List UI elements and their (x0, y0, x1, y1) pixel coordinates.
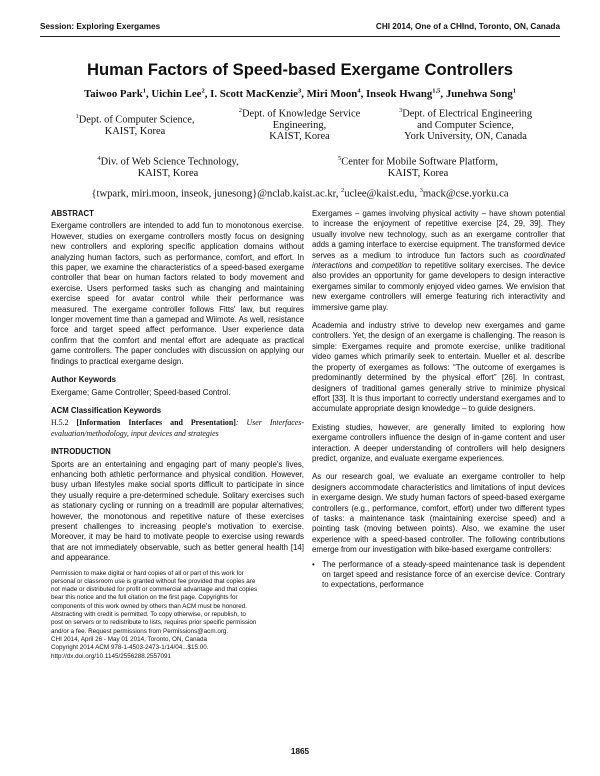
paragraph-research-goal: As our research goal, we evaluate an exergame controller to help designers accommodate characteristics and limitations of input devices in exergame design. We study human factors of speed-based exergame controllers (e.g., performance, comfort, effort) under two different types of tasks: a maintenance task (maintaining exercise speed) and a pointing task (moving between points). Also, we examine the user experience with a speed-based controller. The following contributions emerge from our investigation with bike-based exergame controllers: (312, 472, 565, 555)
affiliation-4: $^4$Div. of Web Science Technology, KAIST, Korea (97, 155, 239, 179)
author: Taiwoo Park$^1$, (84, 87, 152, 100)
introduction-heading: INTRODUCTION (51, 447, 111, 457)
author: Inseok Hwang$^{1,5}$, (365, 87, 446, 100)
author-emails: {twpark, miri.moon, inseok, junesong}@nclab.kaist.ac.kr, $^2$uclee@kaist.edu, $^3$mack@cse.yorku.ca (91, 187, 509, 200)
running-header-conference: CHI 2014, One of a CHInd, Toronto, ON, Canada (375, 22, 560, 31)
abstract-text: Exergame controllers are intended to add fun to monotonous exercise. However, studies on exergame controllers mostly focus on designing new controllers and exploring specific application domains without analyzing human factors, such as performance, comfort, and effort. In this paper, we examine the characteristics of a speed-based exergame controller that bear on human factors related to body movement and exercise. Users performed tasks such as changing and maintaining exercise speed for avatar control while their performance was measured. The exergame controller follows Fitts' law, but requires longer movement time than a gamepad and Wiimote. As well, resistance force and target speed affect performance. User experience data confirm that the comfort and mental effort are adequate as practical game controllers. The paper concludes with discussion on applying our findings to practical exergame design. (51, 221, 304, 366)
paper-title: Human Factors of Speed-based Exergame Controllers (86, 60, 514, 79)
header-rule (40, 36, 560, 37)
paragraph-academia: Academia and industry strive to develop new exergames and game controllers. Yet, the design of an exergame is challenging. The reason is simple: Exergames require and promote exercise, unlike traditional video games which primarily seek to entertain. Mueller et al. describe the property of exergames as follows: “The outcome of exergames is predominantly determined by the physical effort” [26]. In contrast, designers of traditional games generally strive to minimize physical effort [33]. It is thus important to correctly understand exergames and to accumulate appropriate design knowledge – to guide designers. (312, 321, 565, 414)
paragraph-existing-studies: Existing studies, however, are generally limited to exploring how exergame controllers influence the design of in-game content and user interaction. A deeper understanding of controllers will help designers predict, organize, and evaluate exergame experiences. (312, 422, 565, 463)
left-column (51, 209, 304, 661)
author: Miri Moon$^4$, (306, 87, 366, 100)
affiliation-1: $^1$Dept. of Computer Science, KAIST, Korea (75, 113, 195, 137)
page-number: 1865 (290, 747, 310, 756)
acm-classification: H.5.2 [Information Interfaces and Presentation]: User Interfaces-evaluation/methodology, input devices and strategies (51, 418, 304, 438)
abstract-heading: ABSTRACT (51, 209, 94, 218)
keywords-heading: Author Keywords (51, 375, 116, 385)
contribution-bullet (312, 560, 565, 591)
affiliation-5: $^5$Center for Mobile Software Platform, KAIST, Korea (338, 155, 498, 179)
keywords-text: Exergame; Game Controller; Speed-based Control. (51, 387, 231, 397)
author: I. Scott MacKenzie$^3$, (210, 87, 307, 100)
affiliation-2: $^2$Dept. of Knowledge Service Engineering, KAIST, Korea (238, 107, 361, 143)
bullet-marker: • (312, 559, 315, 569)
right-column (312, 209, 565, 591)
permission-notice: Permission to make digital or hard copies of all or part of this work for personal or classroom use is granted without fee provided that copies are not made or distributed for profit or commercial advantage and that copies bear this notice and the full citation on the first page. Copyrights for components of this work owned by others than ACM must be honored. Abstracting with credit is permitted. To copy otherwise, or republish, to post on servers or to redistribute to lists, requires prior specific permission and/or a fee. Request permissions from Permissions@acm.org. CHI 2014, April 26 - May 01 2014, Toronto, ON, Canada Copyright 2014 ACM 978-1-4503-2473-1/14/04...$15.00. http://dx.doi.org/10.1145/2556288.2557091 (51, 569, 258, 660)
bullet-text: The performance of a steady-speed maintenance task is dependent on target speed and resistance force of an exercise device. Contrary to expectations, performance (322, 559, 565, 590)
author-list (0, 87, 600, 100)
author: Junehwa Song$^1$ (445, 87, 516, 100)
affiliation-3: $^3$Dept. of Electrical Engineering and Computer Science, York University, ON, Canada (398, 107, 533, 143)
introduction-text: Sports are an entertaining and engaging part of many people's lives, enhancing both athletic performance and physical condition. However, busy urban lifestyles make social sports difficult to participate in since they usually require a pre-determined schedule. Solitary exercises such as stationary cycling or running on a treadmill are popular alternatives; however, the monotonous and repetitive nature of these exercises present challenges to increasing people's motivation to exercise. Moreover, it may be hard to motivate people to exercise using rewards that are not immediately observable, such as better general health [14] and appearance. (51, 459, 304, 563)
acm-heading: ACM Classification Keywords (51, 405, 162, 415)
author: Uichin Lee$^2$, (151, 87, 211, 100)
paragraph-exergames: Exergames – games involving physical activity – have shown potential to increase the enjoyment of repetitive exercise [24, 29, 39]. They usually involve new technology, such as an exergame controller that adds a gaming interface to exercise equipment. The transformed device serves as a medium to introduce fun factors such as coordinated interactions and competition to repetitive solitary exercises. The device also provides an opportunity for game developers to design interactive exergames similar to commonly enjoyed video games. We envision that new exergame controllers will emerge featuring rich interactivity and immersive game play. (312, 209, 565, 312)
running-header-session: Session: Exploring Exergames (40, 22, 161, 31)
